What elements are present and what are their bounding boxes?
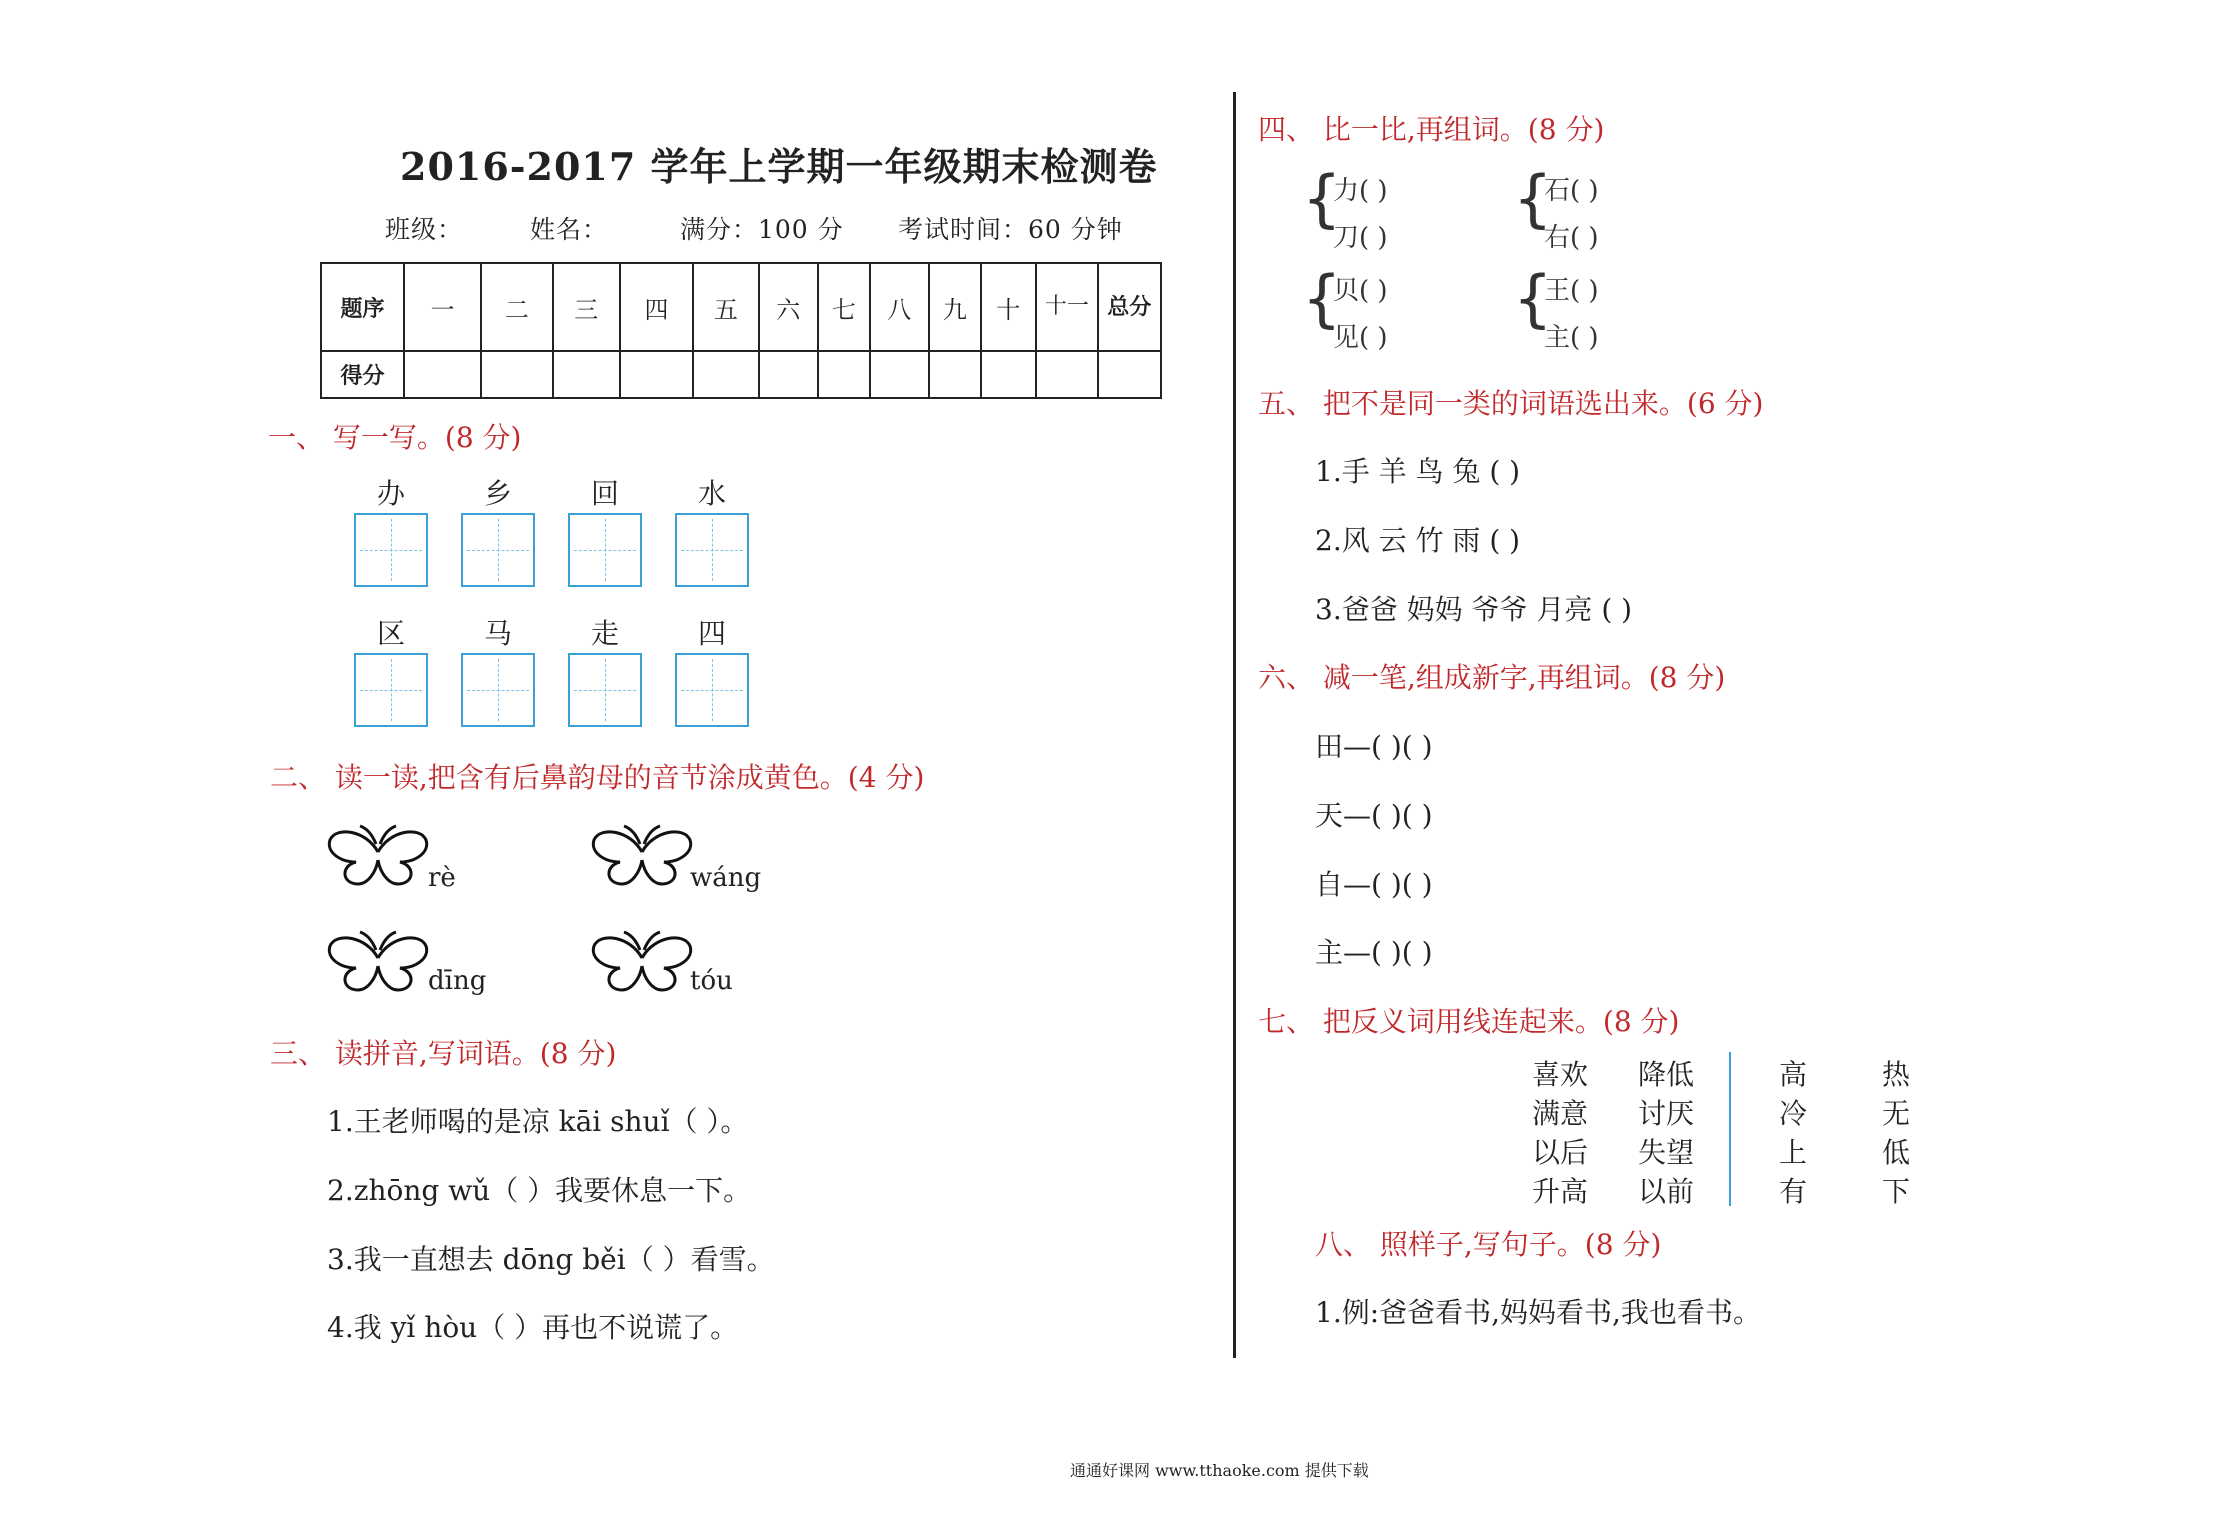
butterfly-icon[interactable]	[326, 822, 430, 890]
col-header: 四	[620, 263, 693, 351]
question-item: 4.我 yǐ hòu（ ）再也不说谎了。	[327, 1311, 739, 1344]
antonym-word: 以前	[1638, 1175, 1695, 1208]
col-header: 一	[404, 263, 481, 351]
example-sentence: 1.例:爸爸看书,妈妈看书,我也看书。	[1315, 1296, 1761, 1329]
butterfly-icon[interactable]	[590, 928, 694, 996]
col-header: 二	[481, 263, 552, 351]
score-cell[interactable]	[759, 351, 818, 398]
score-cell[interactable]	[404, 351, 481, 398]
col-header: 五	[693, 263, 758, 351]
question-item: 主—( )( )	[1315, 936, 1433, 969]
compare-item: 王( )	[1544, 276, 1599, 306]
section3-heading: 三、 读拼音,写词语。(8 分)	[270, 1037, 617, 1070]
score-cell[interactable]	[929, 351, 981, 398]
compare-item: 见( )	[1333, 323, 1388, 353]
name-label: 姓名：	[530, 215, 609, 244]
antonym-word: 降低	[1638, 1058, 1695, 1091]
score-cell[interactable]	[818, 351, 870, 398]
char-label: 水	[697, 477, 726, 510]
col-header: 六	[759, 263, 818, 351]
col-header: 八	[870, 263, 929, 351]
score-table	[320, 262, 1162, 399]
section8-heading: 八、 照样子,写句子。(8 分)	[1315, 1228, 1662, 1261]
pinyin-label: wáng	[690, 863, 762, 893]
writing-grid[interactable]	[461, 513, 535, 587]
question-item: 2.风 云 竹 雨 ( )	[1315, 524, 1521, 557]
char-label: 四	[697, 617, 726, 650]
col-header: 三	[553, 263, 620, 351]
question-item: 天—( )( )	[1315, 799, 1433, 832]
antonym-word: 低	[1882, 1136, 1911, 1169]
class-label: 班级：	[385, 215, 464, 244]
score-cell[interactable]	[620, 351, 693, 398]
antonym-word: 冷	[1779, 1097, 1808, 1130]
question-item: 3.爸爸 妈妈 爷爷 月亮 ( )	[1315, 593, 1633, 626]
section5-heading: 五、 把不是同一类的词语选出来。(6 分)	[1258, 387, 1764, 420]
question-item: 1.王老师喝的是凉 kāi shuǐ（ ）。	[327, 1105, 749, 1138]
question-item: 田—( )( )	[1315, 730, 1433, 763]
section7-heading: 七、 把反义词用线连起来。(8 分)	[1258, 1005, 1680, 1038]
antonym-word: 无	[1882, 1097, 1911, 1130]
antonym-word: 升高	[1532, 1175, 1589, 1208]
full-score-label: 满分：100 分	[680, 215, 844, 244]
writing-grid[interactable]	[568, 513, 642, 587]
score-cell[interactable]	[553, 351, 620, 398]
page-title: 2016-2017 学年上学期一年级期末检测卷	[400, 144, 1158, 189]
brace-icon: {	[1513, 162, 1553, 235]
score-cell[interactable]	[1036, 351, 1097, 398]
row-label-order: 题序	[321, 263, 404, 351]
brace-icon: {	[1302, 162, 1342, 235]
char-label: 回	[590, 477, 619, 510]
antonym-word: 喜欢	[1532, 1058, 1589, 1091]
compare-item: 刀( )	[1333, 223, 1388, 253]
writing-grid[interactable]	[675, 653, 749, 727]
col-header: 七	[818, 263, 870, 351]
score-cell[interactable]	[981, 351, 1037, 398]
col-header: 十一	[1036, 263, 1097, 351]
antonym-word: 上	[1779, 1136, 1808, 1169]
section1-heading: 一、 写一写。(8 分)	[268, 421, 522, 454]
col-header-total: 总分	[1098, 263, 1161, 351]
char-label: 办	[376, 477, 405, 510]
antonym-word: 以后	[1532, 1136, 1589, 1169]
char-label: 区	[376, 617, 405, 650]
score-cell[interactable]	[1098, 351, 1161, 398]
antonym-word: 失望	[1638, 1136, 1695, 1169]
writing-grid[interactable]	[354, 653, 428, 727]
writing-grid[interactable]	[354, 513, 428, 587]
brace-icon: {	[1513, 262, 1553, 335]
score-cell[interactable]	[693, 351, 758, 398]
antonym-word: 讨厌	[1638, 1097, 1695, 1130]
antonym-word: 高	[1779, 1058, 1808, 1091]
row-label-score: 得分	[321, 351, 404, 398]
pinyin-label: tóu	[690, 966, 733, 996]
compare-item: 主( )	[1544, 323, 1599, 353]
score-cell[interactable]	[870, 351, 929, 398]
section6-heading: 六、 减一笔,组成新字,再组词。(8 分)	[1258, 661, 1726, 694]
char-label: 马	[483, 617, 512, 650]
butterfly-icon[interactable]	[326, 928, 430, 996]
compare-item: 右( )	[1544, 223, 1599, 253]
char-label: 走	[590, 617, 619, 650]
pinyin-label: dīng	[428, 966, 487, 996]
writing-grid[interactable]	[461, 653, 535, 727]
butterfly-icon[interactable]	[590, 822, 694, 890]
question-item: 自—( )( )	[1315, 868, 1433, 901]
question-item: 2.zhōng wǔ（ ）我要休息一下。	[327, 1174, 752, 1207]
char-label: 乡	[483, 477, 512, 510]
question-item: 3.我一直想去 dōng běi（ ）看雪。	[327, 1243, 775, 1276]
col-header: 九	[929, 263, 981, 351]
brace-icon: {	[1302, 262, 1342, 335]
col-header: 十	[981, 263, 1037, 351]
column-separator	[1729, 1052, 1731, 1206]
antonym-word: 满意	[1532, 1097, 1589, 1130]
score-cell[interactable]	[481, 351, 552, 398]
antonym-word: 有	[1779, 1175, 1808, 1208]
writing-grid[interactable]	[568, 653, 642, 727]
writing-grid[interactable]	[675, 513, 749, 587]
section2-heading: 二、 读一读,把含有后鼻韵母的音节涂成黄色。(4 分)	[270, 761, 925, 794]
section4-heading: 四、 比一比,再组词。(8 分)	[1258, 113, 1605, 146]
compare-item: 石( )	[1544, 176, 1599, 206]
footer-credit: 通通好课网 www.tthaoke.com 提供下载	[1070, 1461, 1369, 1480]
antonym-word: 下	[1882, 1175, 1911, 1208]
antonym-word: 热	[1882, 1058, 1911, 1091]
pinyin-label: rè	[428, 863, 456, 893]
compare-item: 力( )	[1333, 176, 1388, 206]
compare-item: 贝( )	[1333, 276, 1388, 306]
exam-time-label: 考试时间：60 分钟	[898, 215, 1123, 244]
column-divider	[1233, 92, 1236, 1358]
question-item: 1.手 羊 鸟 兔 ( )	[1315, 455, 1521, 488]
